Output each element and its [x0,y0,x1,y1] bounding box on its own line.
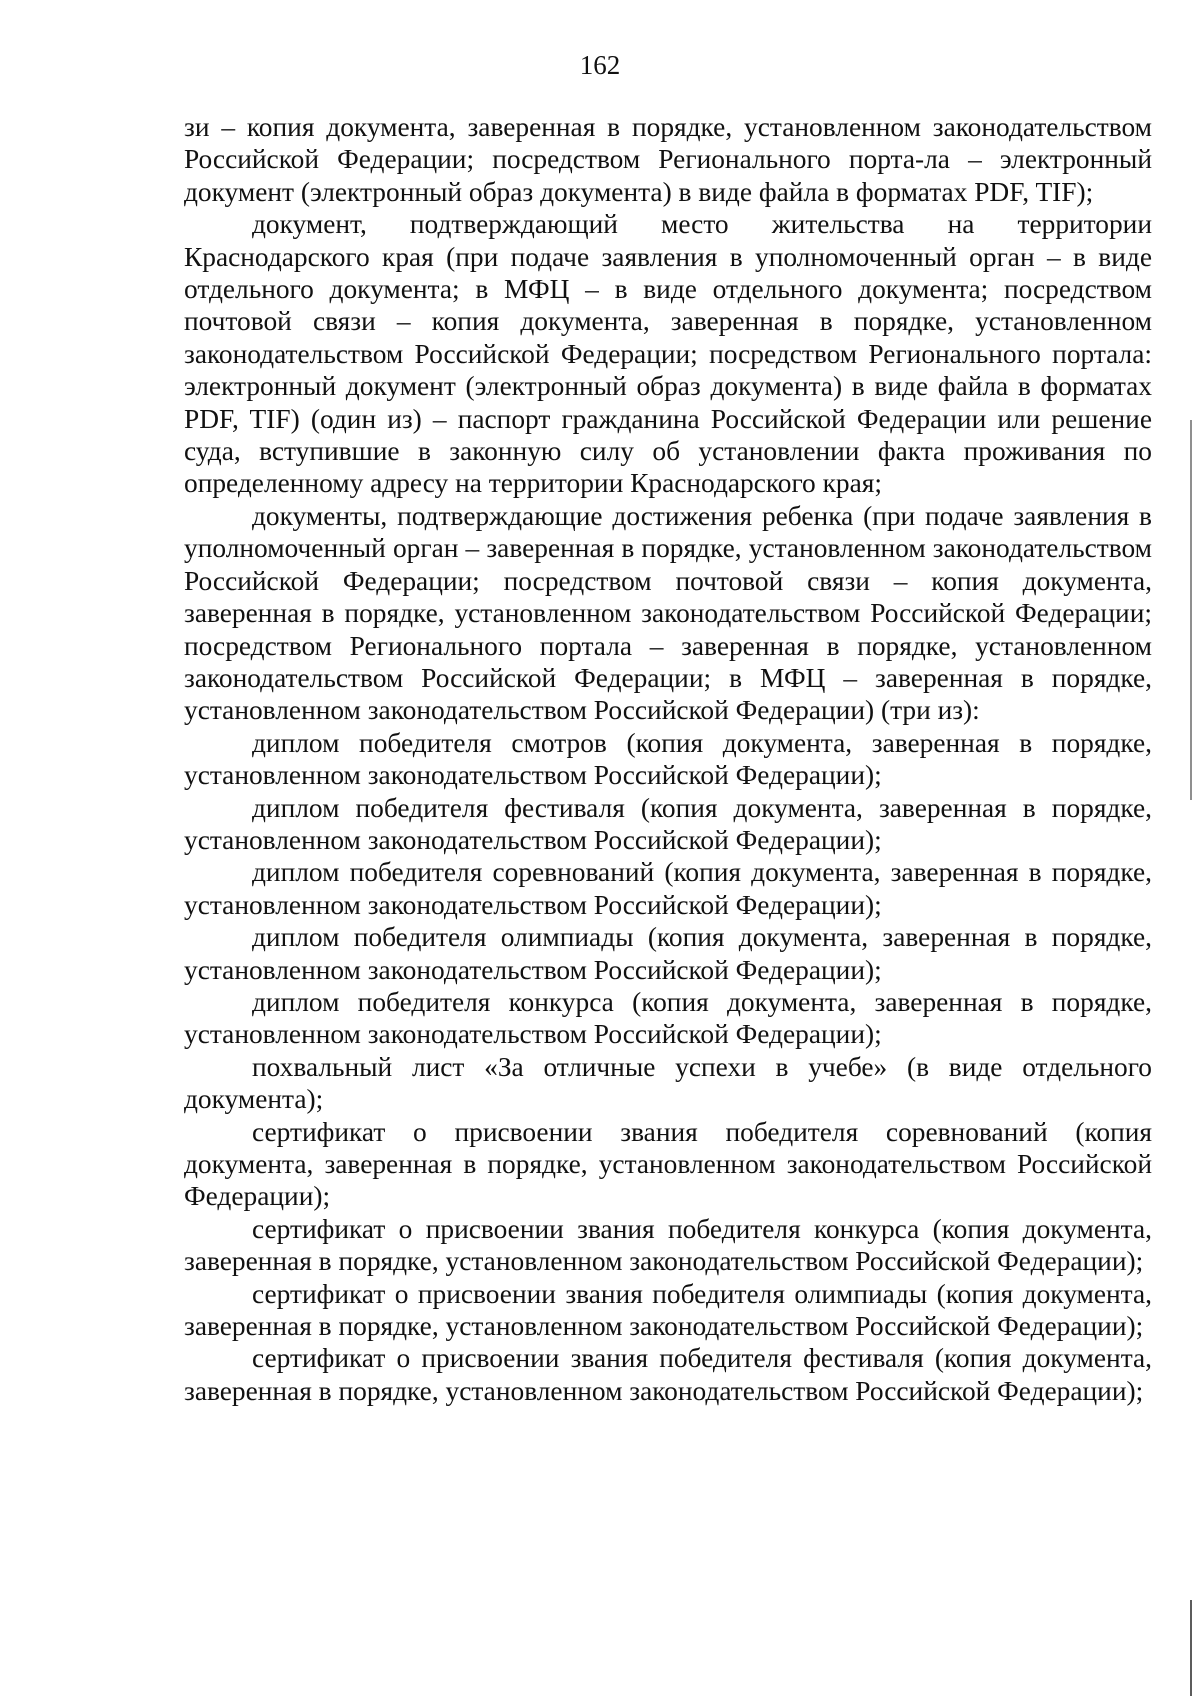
paragraph-continuation: зи – копия документа, заверенная в порядке, установленном законодательством Российской Федерации; посредством Регионального порта-ла – электронный документ (электронный образ документа) в виде файла в форматах PDF, TIF); [184,112,1152,207]
scan-edge-mark [1190,420,1192,800]
list-item-certificate-contest: сертификат о присвоении звания победителя конкурса (копия документа, заверенная в порядке, установленном законодательством Российской Федерации); [184,1213,1152,1277]
list-item-diploma-competitions: диплом победителя соревнований (копия документа, заверенная в порядке, установленном законодательством Российской Федерации); [184,857,1152,920]
list-item-diploma-reviews: диплом победителя смотров (копия документа, заверенная в порядке, установленном законодательством Российской Федерации); [184,727,1152,791]
page-number: 162 [579,50,621,80]
list-item-diploma-contest: диплом победителя конкурса (копия документа, заверенная в порядке, установленном законодательством Российской Федерации); [184,986,1152,1050]
paragraph-achievement-documents: документы, подтверждающие достижения ребенка (при подаче заявления в уполномоченный орган – заверенная в порядке, установленном законодательством Российской Федерации; посредством почтовой связи – копия документа, заверенная в порядке, установленном законодательством Российской Федерации; посредством Регионального портала – заверенная в порядке, установленном законодательством Российской Федерации; в МФЦ – заверенная в порядке, установленном законодательством Российской Федерации) (три из): [184,500,1152,726]
list-item-certificate-olympiad: сертификат о присвоении звания победителя олимпиады (копия документа, заверенная в порядке, установленном законодательством Российской Федерации); [184,1278,1152,1342]
list-item-diploma-festival: диплом победителя фестиваля (копия документа, заверенная в порядке, установленном законодательством Российской Федерации); [184,792,1152,855]
list-item-commendation-sheet: похвальный лист «За отличные успехи в учебе» (в виде отдельного документа); [184,1051,1152,1115]
list-item-diploma-olympiad: диплом победителя олимпиады (копия документа, заверенная в порядке, установленном законодательством Российской Федерации); [184,922,1152,985]
paragraph-residence-document: документ, подтверждающий место жительства на территории Краснодарского края (при подаче заявления в уполномоченный орган – в виде отдельного документа; в МФЦ – в виде отдельного документа; посредством почтовой связи – копия документа, заверенная в порядке, установленном законодательством Российской Федерации; посредством Регионального портала: электронный документ (электронный образ документа) в виде файла в форматах PDF, TIF) (один из) – паспорт гражданина Российской Федерации или решение суда, вступившие в законную силу об установлении факта проживания по определенному адресу на территории Краснодарского края; [184,209,1152,499]
list-item-certificate-competitions: сертификат о присвоении звания победителя соревнований (копия документа, заверенная в порядке, установленном законодательством Российской Федерации); [184,1116,1152,1212]
scan-edge-mark [1190,1600,1192,1696]
document-body [184,111,1152,1407]
list-item-certificate-festival: сертификат о присвоении звания победителя фестиваля (копия документа, заверенная в порядке, установленном законодательством Российской Федерации); [184,1343,1152,1406]
